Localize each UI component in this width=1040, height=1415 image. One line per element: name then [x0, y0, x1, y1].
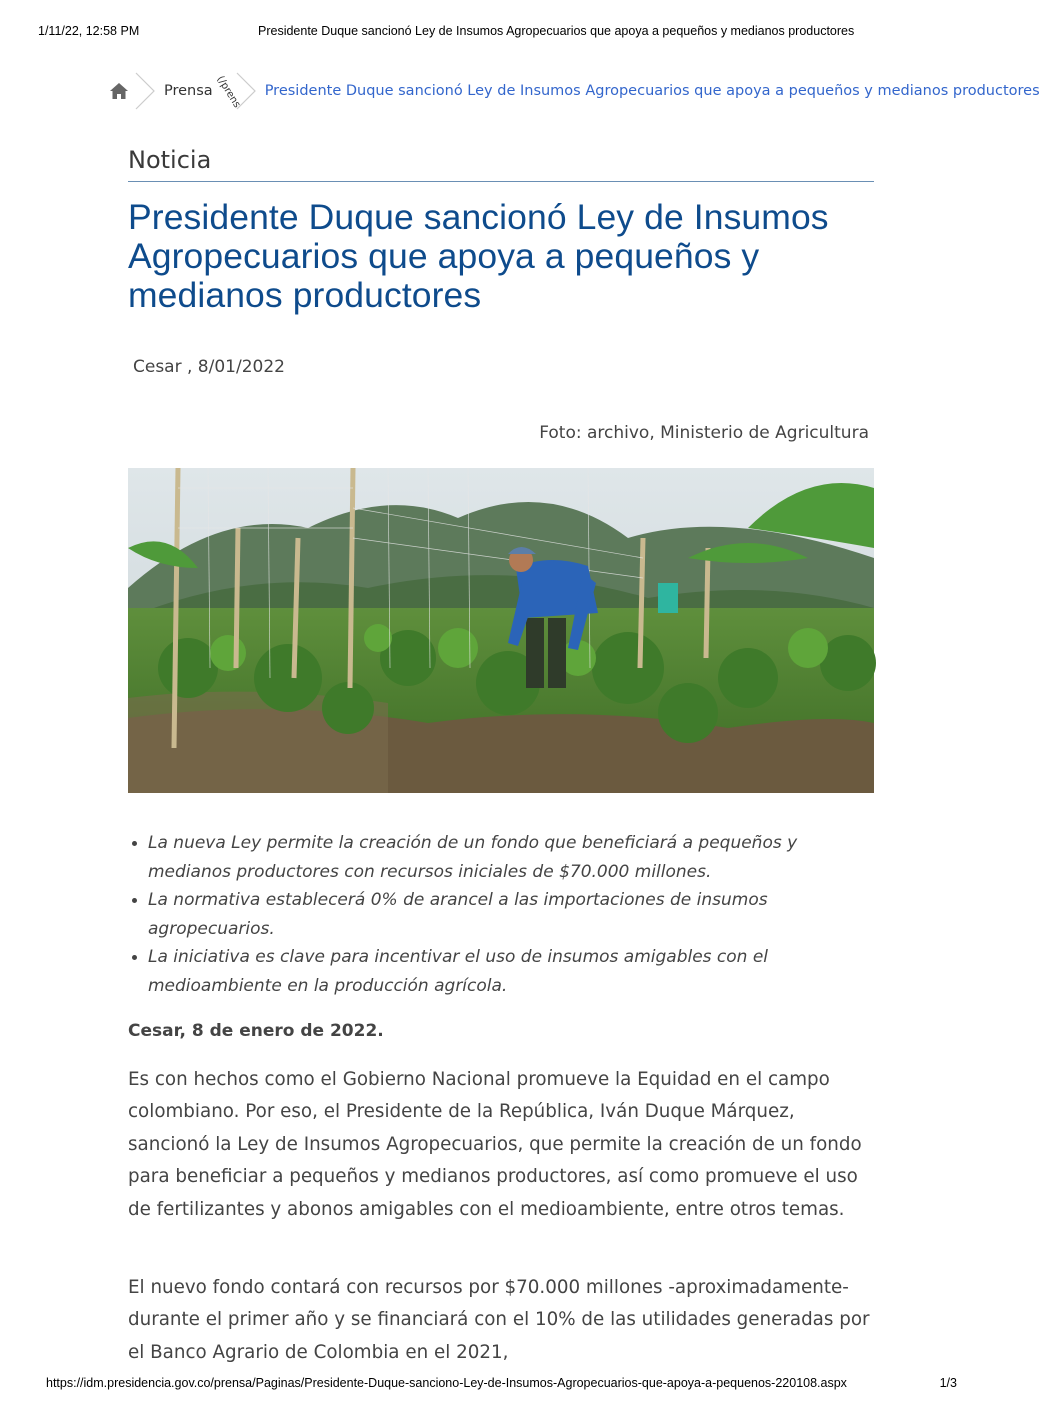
chevron-right-icon [134, 72, 156, 110]
article-paragraph: El nuevo fondo contará con recursos por $70.000 millones -aproximadamente- durante el primer año y se financiará con el 10% de las utilidades generadas por el Banco Agrario de Colombia en el 2021, [128, 1277, 870, 1363]
article-title: Presidente Duque sancionó Ley de Insumos Agropecuarios que apoya a pequeños y medianos productores [128, 197, 829, 315]
article-photo [128, 468, 874, 793]
highlight-item: La nueva Ley permite la creación de un fondo que beneficiará a pequeños y medianos productores con recursos iniciales de $70.000 millones. [148, 829, 874, 886]
print-url: https://idm.presidencia.gov.co/prensa/Paginas/Presidente-Duque-sanciono-Ley-de-Insumos-Agropecuarios-que-apoya-a-pequenos-220108.aspx [46, 1376, 847, 1390]
breadcrumb-broken-link[interactable]: (/prens [214, 73, 243, 110]
article-byline: Cesar , 8/01/2022 [133, 357, 285, 377]
print-footer [46, 1376, 957, 1394]
page-number: 1/3 [939, 1376, 957, 1390]
section-label: Noticia [128, 146, 212, 174]
print-document-title: Presidente Duque sancionó Ley de Insumos Agropecuarios que apoya a pequeños y medianos productores [258, 24, 855, 38]
print-header [38, 24, 962, 42]
breadcrumb-current[interactable]: Presidente Duque sancionó Ley de Insumos Agropecuarios que apoya a pequeños y medianos productores [264, 83, 1040, 99]
section-divider [128, 181, 874, 182]
highlight-item: La normativa establecerá 0% de arancel a las importaciones de insumos agropecuarios. [148, 886, 874, 943]
breadcrumb-prensa[interactable]: Prensa [164, 83, 213, 99]
article-dateline: Cesar, 8 de enero de 2022. [128, 1021, 384, 1041]
article-highlights [128, 829, 874, 1000]
article-paragraph: Es con hechos como el Gobierno Nacional promueve la Equidad en el campo colombiano. Por eso, el Presidente de la República, Iván Duque Márquez, sancionó la Ley de Insumos Agropecuarios, que permite la creación de un fondo para beneficiar a pequeños y medianos productores, así como promueve el uso de fertilizantes y abonos amigables con el medioambiente, entre otros temas. [128, 1069, 862, 1220]
print-datetime: 1/11/22, 12:58 PM [38, 24, 140, 38]
photo-credit: Foto: archivo, Ministerio de Agricultura [539, 423, 869, 443]
breadcrumb [108, 72, 1040, 110]
highlight-item: La iniciativa es clave para incentivar el uso de insumos amigables con el medioambiente en la producción agrícola. [148, 943, 874, 1000]
home-icon[interactable] [108, 80, 130, 102]
